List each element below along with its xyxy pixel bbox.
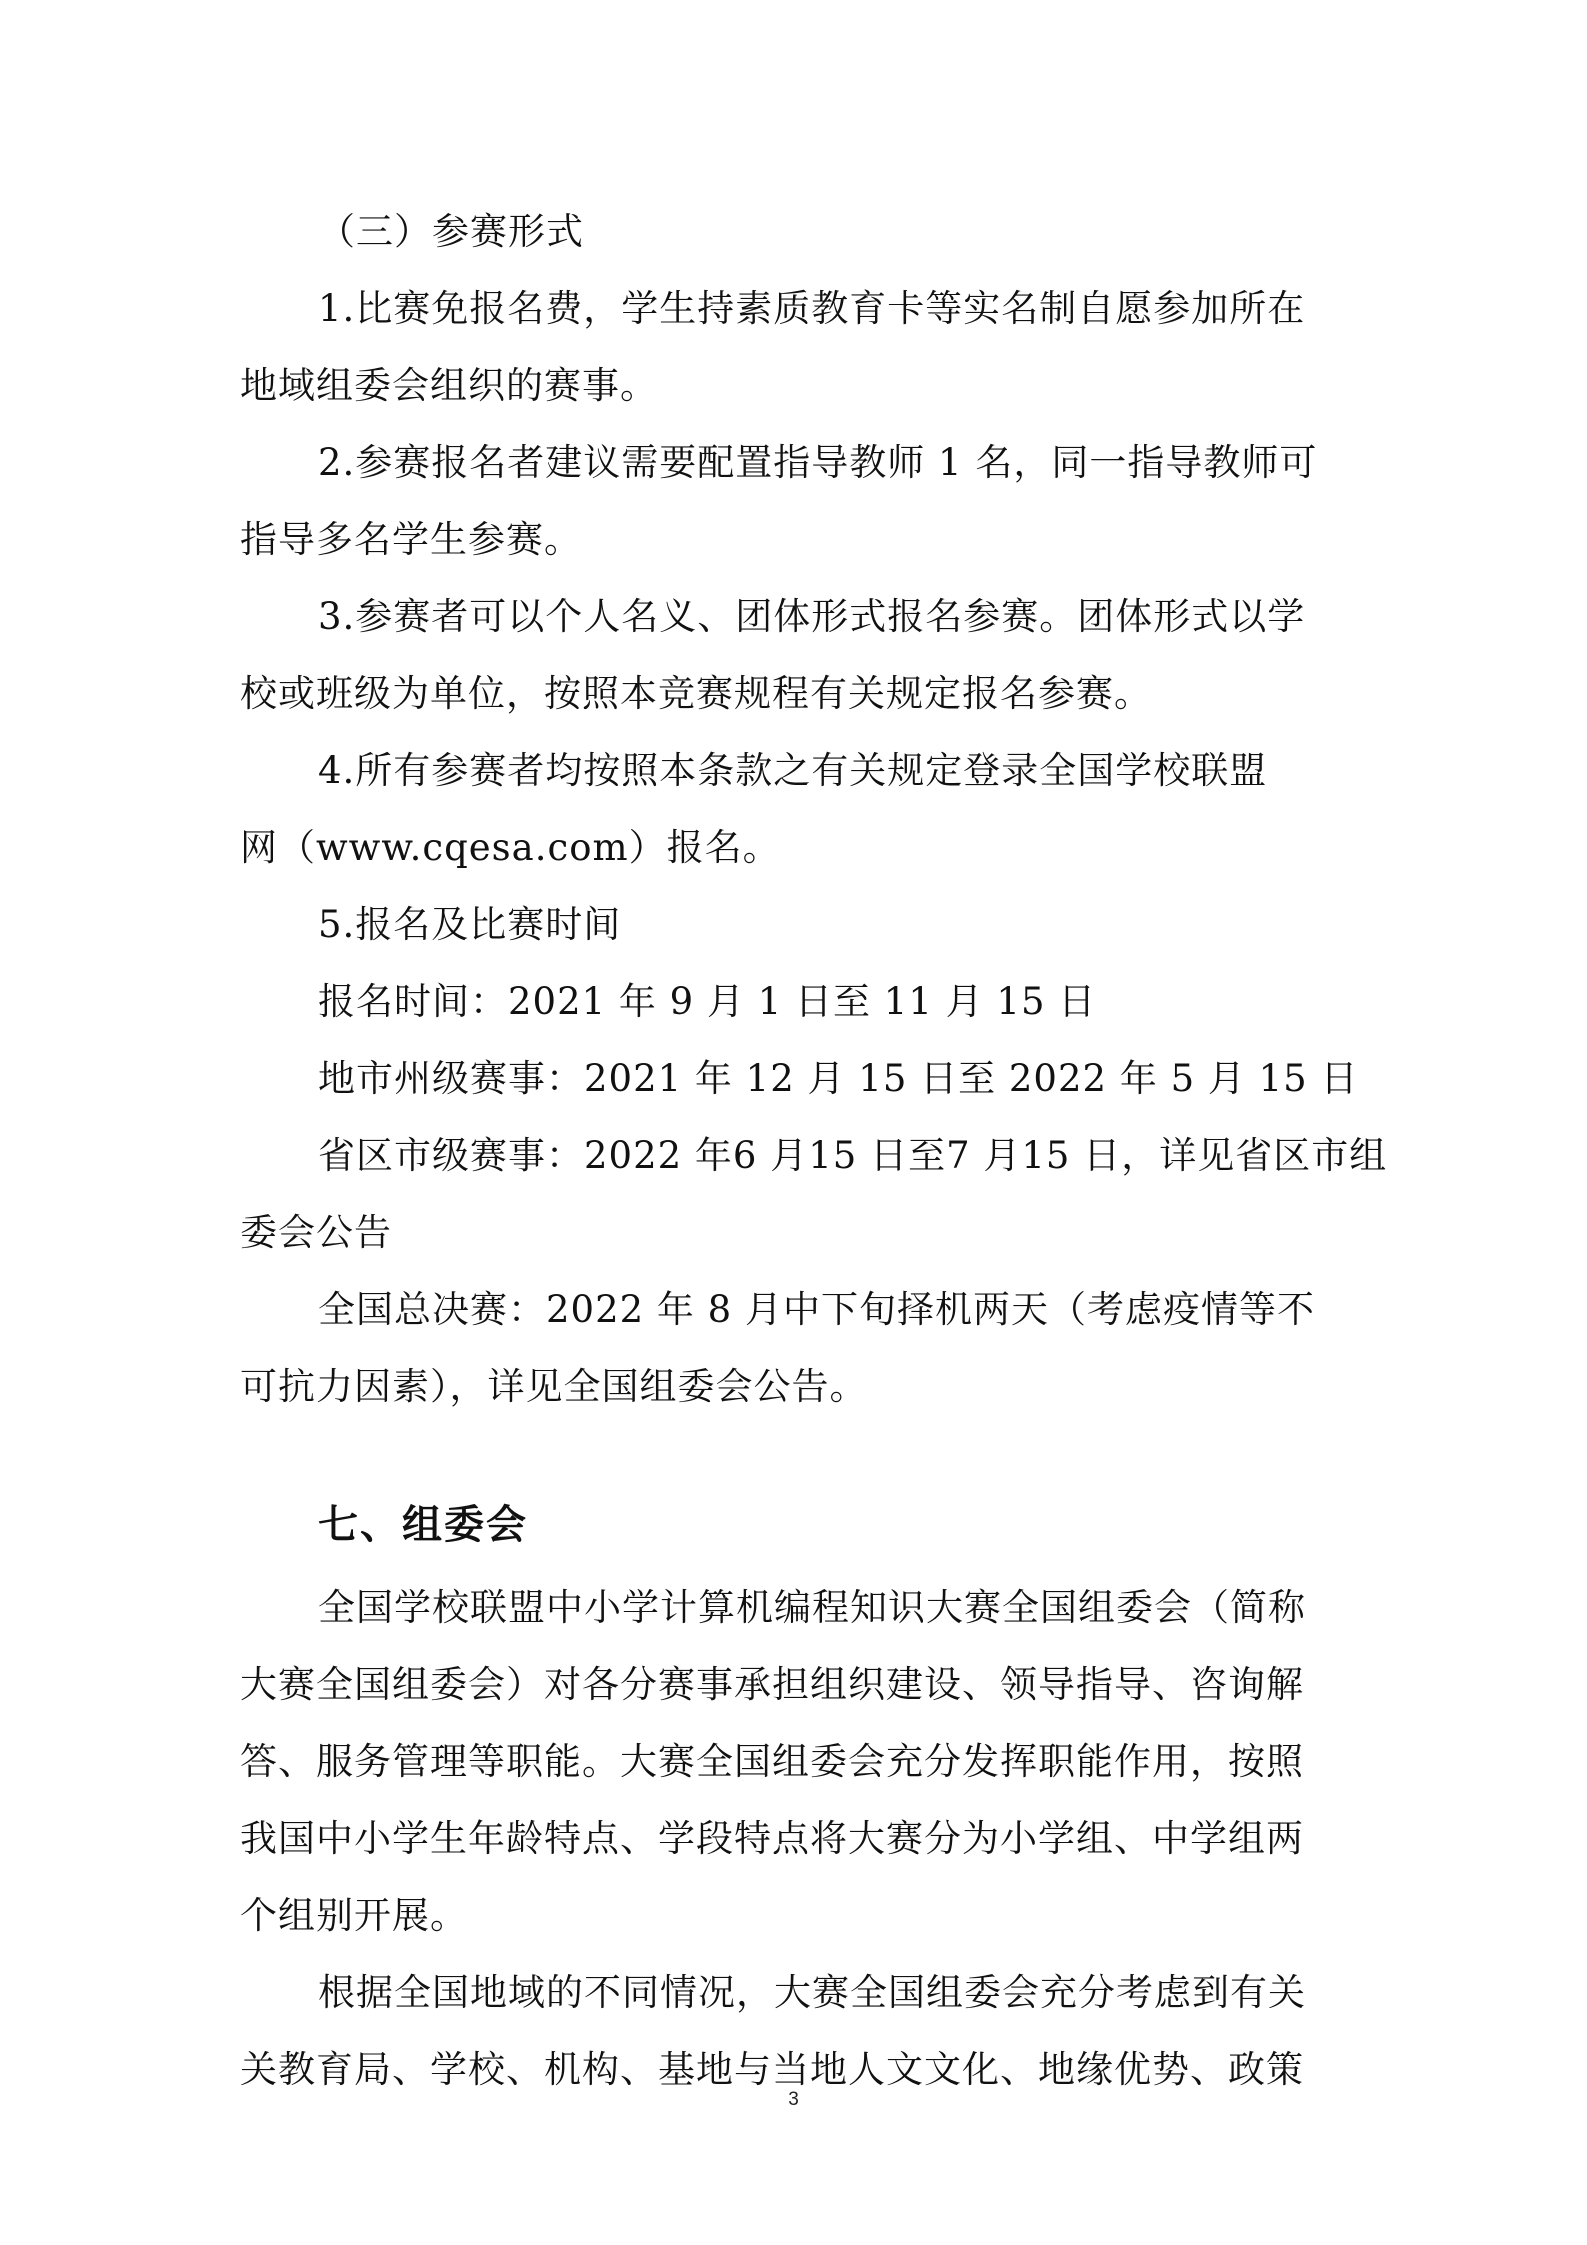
paragraph-1-line-1: 全国学校联盟中小学计算机编程知识大赛全国组委会（简称 xyxy=(318,1586,1306,1629)
list-item-1-line-1: 1.比赛免报名费，学生持素质教育卡等实名制自愿参加所在 xyxy=(318,287,1306,330)
list-item-4-line-1: 4.所有参赛者均按照本条款之有关规定登录全国学校联盟 xyxy=(318,749,1268,792)
list-item-5: 5.报名及比赛时间 xyxy=(318,903,622,946)
page-number: 3 xyxy=(788,2089,799,2110)
list-item-1-line-2: 地域组委会组织的赛事。 xyxy=(240,364,658,407)
section-subtitle: （三）参赛形式 xyxy=(318,210,584,253)
national-final-line-1: 全国总决赛：2022 年 8 月中下旬择机两天（考虑疫情等不 xyxy=(318,1288,1315,1331)
list-item-3-line-1: 3.参赛者可以个人名义、团体形式报名参赛。团体形式以学 xyxy=(318,595,1306,638)
city-level-time: 地市州级赛事：2021 年 12 月 15 日至 2022 年 5 月 15 日 xyxy=(318,1057,1359,1100)
paragraph-1-line-4: 我国中小学生年龄特点、学段特点将大赛分为小学组、中学组两 xyxy=(240,1817,1304,1860)
paragraph-1-line-2: 大赛全国组委会）对各分赛事承担组织建设、领导指导、咨询解 xyxy=(240,1663,1304,1706)
section-heading: 七、组委会 xyxy=(318,1502,528,1548)
national-final-line-2: 可抗力因素），详见全国组委会公告。 xyxy=(240,1365,868,1408)
list-item-2-line-1: 2.参赛报名者建议需要配置指导教师 1 名，同一指导教师可 xyxy=(318,441,1318,484)
paragraph-2-line-1: 根据全国地域的不同情况，大赛全国组委会充分考虑到有关 xyxy=(318,1971,1306,2014)
province-level-line-2: 委会公告 xyxy=(240,1211,392,1254)
paragraph-2-line-2: 关教育局、学校、机构、基地与当地人文文化、地缘优势、政策 xyxy=(240,2048,1304,2091)
paragraph-1-line-5: 个组别开展。 xyxy=(240,1894,468,1937)
list-item-3-line-2: 校或班级为单位，按照本竞赛规程有关规定报名参赛。 xyxy=(240,672,1152,715)
province-level-line-1: 省区市级赛事：2022 年6 月15 日至7 月15 日，详见省区市组 xyxy=(318,1134,1388,1177)
list-item-4-line-2: 网（www.cqesa.com）报名。 xyxy=(240,826,781,869)
list-item-2-line-2: 指导多名学生参赛。 xyxy=(240,518,582,561)
paragraph-1-line-3: 答、服务管理等职能。大赛全国组委会充分发挥职能作用，按照 xyxy=(240,1740,1304,1783)
registration-time: 报名时间：2021 年 9 月 1 日至 11 月 15 日 xyxy=(318,980,1097,1023)
